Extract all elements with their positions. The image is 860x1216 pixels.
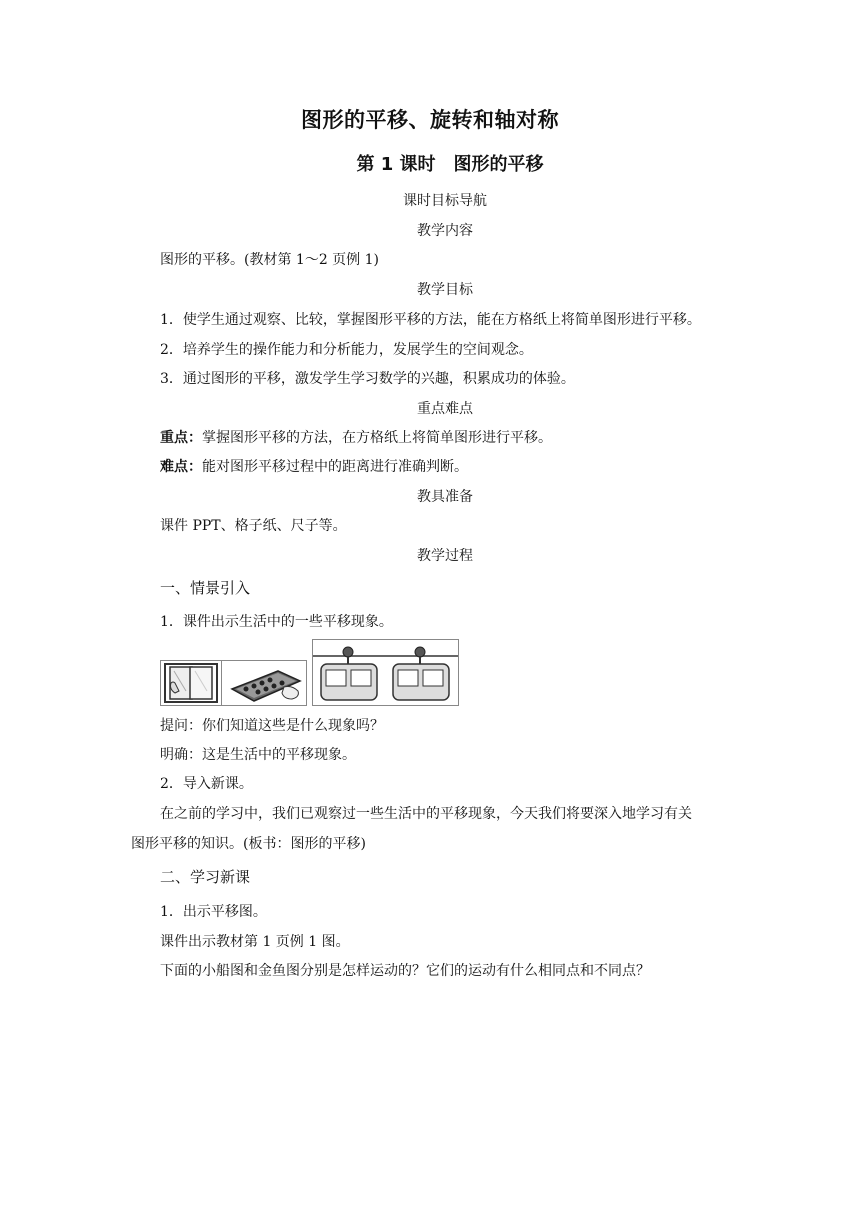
goals-heading: 教学目标 [417, 282, 473, 298]
key-point-text: 掌握图形平移的方法，在方格纸上将简单图形进行平移。 [202, 430, 552, 446]
materials-heading: 教具准备 [417, 489, 473, 505]
content-text: 图形的平移。(教材第 1～2 页例 1) [160, 252, 379, 268]
goal-item-3: 3．通过图形的平移，激发学生学习数学的兴趣，积累成功的体验。 [160, 371, 575, 387]
window-sliding-illustration [160, 660, 222, 706]
goal-item-2: 2．培养学生的操作能力和分析能力，发展学生的空间观念。 [160, 342, 533, 358]
nav-heading: 课时目标导航 [403, 193, 487, 209]
section-2-line-3: 下面的小船图和金鱼图分别是怎样运动的？它们的运动有什么相同点和不同点？ [160, 963, 650, 979]
abacus-illustration [221, 660, 307, 706]
intro-paragraph-line-2: 图形平移的知识。(板书：图形的平移) [131, 836, 366, 852]
section-2-line-2: 课件出示教材第 1 页例 1 图。 [160, 934, 350, 950]
section-1-item-1: 1．课件出示生活中的一些平移现象。 [160, 614, 393, 630]
section-2-title: 二、学习新课 [160, 868, 251, 886]
cable-car-illustration [312, 639, 459, 706]
process-heading: 教学过程 [417, 548, 473, 564]
section-2-item-1: 1．出示平移图。 [160, 904, 267, 920]
goal-item-1: 1．使学生通过观察、比较，掌握图形平移的方法，能在方格纸上将简单图形进行平移。 [160, 312, 701, 328]
difficulty-text: 能对图形平移过程中的距离进行准确判断。 [202, 459, 468, 475]
section-1-title: 一、情景引入 [160, 579, 251, 597]
document-title: 图形的平移、旋转和轴对称 [301, 108, 559, 132]
question-line: 提问：你们知道这些是什么现象吗？ [160, 718, 384, 734]
lesson-subtitle: 第 1 课时 图形的平移 [356, 154, 544, 175]
difficulty-label: 难点： [160, 459, 202, 475]
content-heading: 教学内容 [417, 223, 473, 239]
materials-text: 课件 PPT、格子纸、尺子等。 [160, 518, 347, 534]
key-point-label: 重点： [160, 430, 202, 446]
answer-line: 明确：这是生活中的平移现象。 [160, 747, 356, 763]
key-point-line [160, 427, 552, 447]
section-1-item-2: 2．导入新课。 [160, 776, 253, 792]
intro-paragraph-line-1: 在之前的学习中，我们已观察过一些生活中的平移现象，今天我们将要深入地学习有关 [160, 806, 692, 822]
difficulty-line [160, 456, 468, 476]
key-points-heading: 重点难点 [417, 401, 473, 417]
